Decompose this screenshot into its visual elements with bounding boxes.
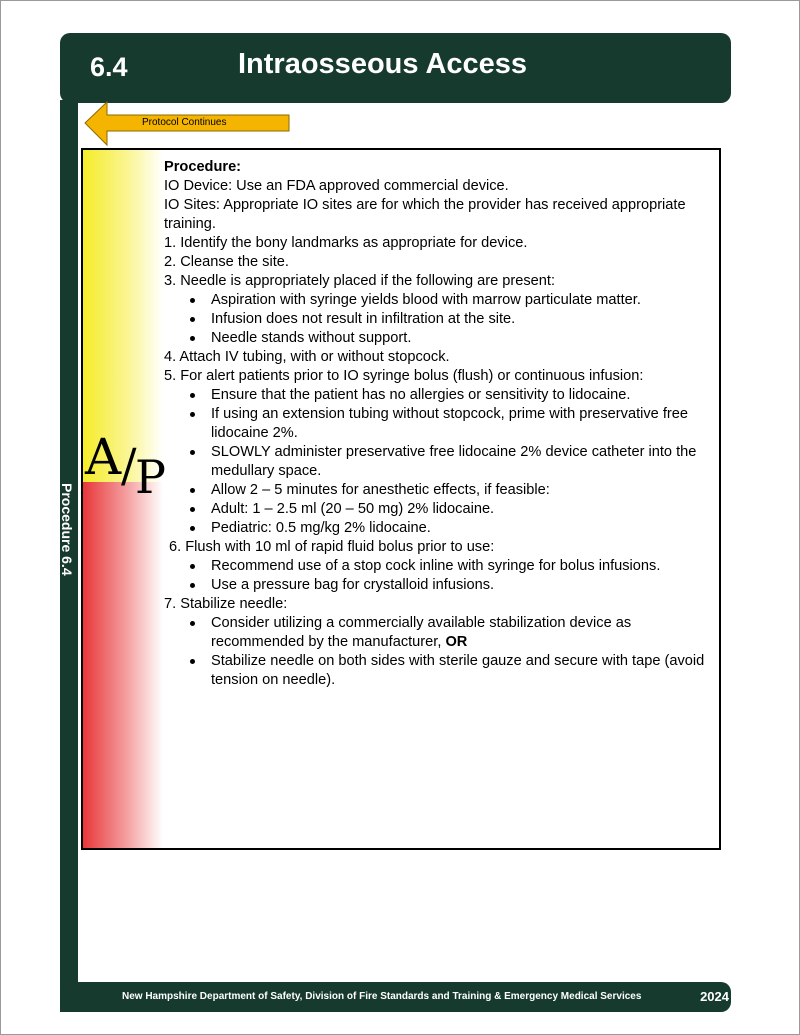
protocol-continues-label: Protocol Continues (142, 117, 227, 128)
step-7-bullets (164, 614, 714, 690)
bullet-item: Recommend use of a stop cock inline with syringe for bolus infusions. (164, 557, 714, 576)
footer-year: 2024 (700, 989, 729, 1004)
bullet-item (164, 614, 714, 652)
io-sites-text: IO Sites: Appropriate IO sites are for which the provider has received appropriate training. (164, 197, 686, 232)
bullet-item: Aspiration with syringe yields blood with marrow particulate matter. (164, 291, 714, 310)
bullet-item: Allow 2 – 5 minutes for anesthetic effects, if feasible: (164, 481, 714, 500)
page-title: Intraosseous Access (238, 48, 528, 80)
step-6: 6. Flush with 10 ml of rapid fluid bolus prior to use: (169, 539, 495, 555)
bullet-item: Infusion does not result in infiltration at the site. (164, 310, 714, 329)
step-5: 5. For alert patients prior to IO syringe bolus (flush) or continuous infusion: (164, 368, 644, 384)
bullet-item: Needle stands without support. (164, 329, 714, 348)
bullet-item: SLOWLY administer preservative free lidocaine 2% device catheter into the medullary space. (164, 443, 714, 481)
bullet-text: Consider utilizing a commercially available stabilization device as recommended by the manufacturer, (211, 615, 632, 650)
section-number: 6.4 (90, 52, 128, 82)
page-header (60, 33, 731, 103)
step-1: 1. Identify the bony landmarks as appropriate for device. (164, 235, 528, 251)
bullet-emphasis: OR (445, 634, 468, 650)
io-device-text: IO Device: Use an FDA approved commercial device. (164, 178, 509, 194)
bullet-item: Pediatric: 0.5 mg/kg 2% lidocaine. (164, 519, 714, 538)
step-6-bullets (164, 557, 714, 595)
bullet-item: Stabilize needle on both sides with sterile gauze and secure with tape (avoid tension on needle). (164, 652, 714, 690)
bullet-item: Adult: 1 – 2.5 ml (20 – 50 mg) 2% lidocaine. (164, 500, 714, 519)
bullet-item: Ensure that the patient has no allergies or sensitivity to lidocaine. (164, 386, 714, 405)
footer-organization: New Hampshire Department of Safety, Division of Fire Standards and Training & Emergency Medical Services (122, 991, 642, 1002)
gradient-red (83, 482, 163, 848)
ap-logo-a: A (85, 428, 122, 486)
step-3-bullets (164, 291, 714, 348)
side-label (60, 483, 78, 623)
step-3: 3. Needle is appropriately placed if the following are present: (164, 273, 556, 289)
bullet-item: Use a pressure bag for crystalloid infusions. (164, 576, 714, 595)
step-4: 4. Attach IV tubing, with or without stopcock. (164, 349, 450, 365)
procedure-heading: Procedure: (164, 159, 242, 175)
side-label-text: Procedure 6.4 (59, 483, 75, 576)
bullet-item: If using an extension tubing without stopcock, prime with preservative free lidocaine 2%. (164, 405, 714, 443)
procedure-text (164, 158, 714, 690)
step-2: 2. Cleanse the site. (164, 254, 289, 270)
ap-logo-slash: / (121, 438, 137, 492)
step-5-bullets (164, 386, 714, 538)
ap-logo-p: P (135, 450, 166, 504)
page-footer (60, 982, 731, 1012)
step-7: 7. Stabilize needle: (164, 596, 288, 612)
